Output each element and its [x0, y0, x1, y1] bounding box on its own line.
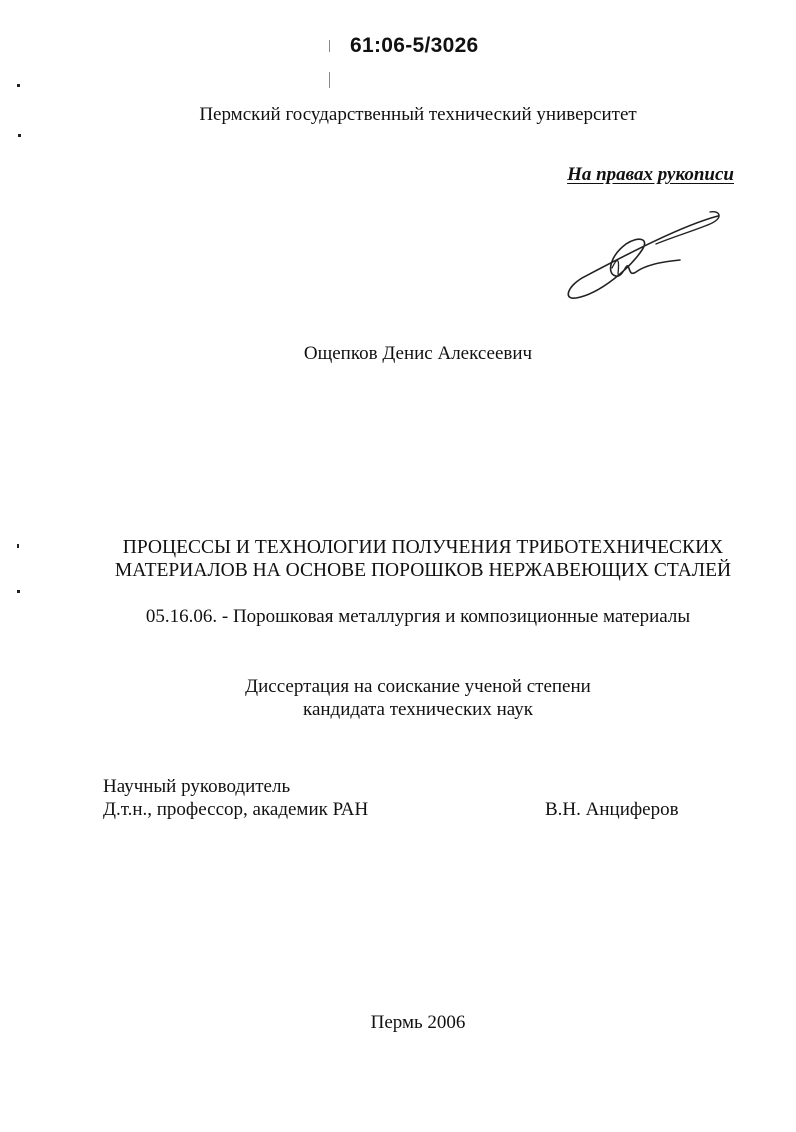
degree-line: кандидата технических наук: [303, 699, 533, 720]
manuscript-rights-note: На правах рукописи: [567, 164, 734, 185]
degree-statement: [0, 675, 796, 721]
call-number: 61:06-5/3026: [350, 34, 479, 57]
university-name: Пермский государственный технический университет: [199, 104, 637, 125]
city-year: Пермь 2006: [370, 1012, 466, 1033]
supervisor-label: Научный руководитель: [103, 776, 291, 797]
scan-speck: [17, 84, 20, 87]
degree-line: Диссертация на соискание ученой степени: [245, 676, 591, 697]
thesis-title-line: МАТЕРИАЛОВ НА ОСНОВЕ ПОРОШКОВ НЕРЖАВЕЮЩИХ СТАЛЕЙ: [114, 560, 732, 581]
supervisor-credentials: Д.т.н., профессор, академик РАН: [103, 799, 369, 820]
specialty-code: 05.16.06. - Порошковая металлургия и композиционные материалы: [145, 606, 691, 627]
scan-speck: [17, 590, 20, 593]
scan-mark: [329, 72, 330, 88]
thesis-title: [0, 536, 796, 582]
supervisor-name: В.Н. Анциферов: [545, 799, 679, 820]
thesis-title-line: ПРОЦЕССЫ И ТЕХНОЛОГИИ ПОЛУЧЕНИЯ ТРИБОТЕХНИЧЕСКИХ: [122, 537, 724, 558]
author-name: Ощепков Денис Алексеевич: [303, 343, 533, 364]
scan-speck: [18, 134, 21, 137]
handwritten-signature: [560, 208, 730, 308]
scan-mark: [329, 40, 330, 52]
